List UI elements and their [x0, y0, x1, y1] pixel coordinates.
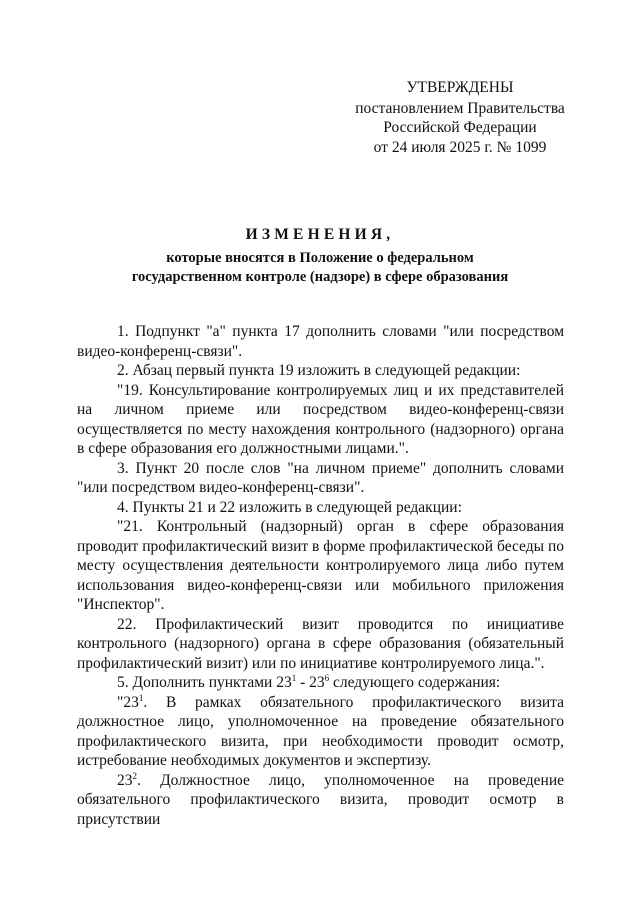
paragraph-8: [77, 673, 564, 693]
p9-superscript: 1: [138, 692, 144, 703]
p9-text-pre: "23: [117, 693, 139, 711]
p8-text-post: следующего содержания:: [329, 674, 501, 691]
document-subtitle: [60, 249, 580, 287]
p10-superscript: 2: [132, 770, 137, 781]
paragraph-3b: осуществляется по месту нахождения контрольного (надзорного) органа в сфере образования его должностными лицами.".: [77, 420, 564, 457]
p10-text-pre: 23: [117, 771, 133, 789]
approved-line-1: постановлением Правительства: [355, 99, 565, 117]
approved-heading: УТВЕРЖДЕНЫ: [406, 79, 514, 96]
approved-line-2: Российской Федерации: [383, 119, 537, 136]
subtitle-line-1: которые вносятся в Положение о федеральном: [166, 250, 474, 266]
approval-block: [340, 78, 580, 157]
paragraph-5: 4. Пункты 21 и 22 изложить в следующей редакции:: [117, 498, 462, 516]
paragraph-3a: "19. Консультирование контролируемых лиц и их представителей на личном приеме или посредством видео-конференц-связи: [77, 381, 564, 418]
p10-text: . Должностное лицо, уполномоченное на проведение обязательного профилактического визита, проводит осмотр в присутствии: [77, 771, 564, 828]
p8-text-mid: - 23: [296, 674, 325, 691]
p9-text: . В рамках обязательного профилактического визита должностное лицо, уполномоченное на проведение обязательного профилактического визита, при необходимости проводит осмотр, истребование необходимых документов и экспертизу.: [77, 693, 564, 769]
paragraph-9: [77, 693, 564, 771]
paragraph-4: 3. Пункт 20 после слов "на личном приеме" дополнить словами "или посредством видео-конференц-связи".: [77, 459, 564, 496]
paragraph-10: [77, 771, 564, 830]
p8-text-pre: 5. Дополнить пунктами 23: [117, 674, 292, 691]
paragraph-1: 1. Подпункт "а" пункта 17 дополнить словами "или посредством видео-конференц-связи".: [77, 323, 564, 360]
document-body: [77, 322, 564, 829]
paragraph-2: 2. Абзац первый пункта 19 изложить в следующей редакции:: [117, 362, 521, 379]
paragraph-7: 22. Профилактический визит проводится по инициативе контрольного (надзорного) органа в сфере образования (обязательный профилактический визит) или по инициативе контролируемого лица.".: [77, 615, 564, 672]
approved-line-3: от 24 июля 2025 г. № 1099: [373, 138, 547, 156]
document-title: ИЗМЕНЕНИЯ,: [245, 226, 395, 243]
p8-superscript-1: 1: [291, 673, 297, 683]
paragraph-6: "21. Контрольный (надзорный) орган в сфере образования проводит профилактический визит в форме профилактической беседы по месту осуществления деятельности контролируемого лица либо путем использования видео-конференц-связи или мобильного приложения "Инспектор".: [77, 518, 564, 613]
subtitle-line-2: государственном контроле (надзоре) в сфере образования: [131, 269, 509, 285]
p8-superscript-2: 6: [324, 673, 330, 683]
